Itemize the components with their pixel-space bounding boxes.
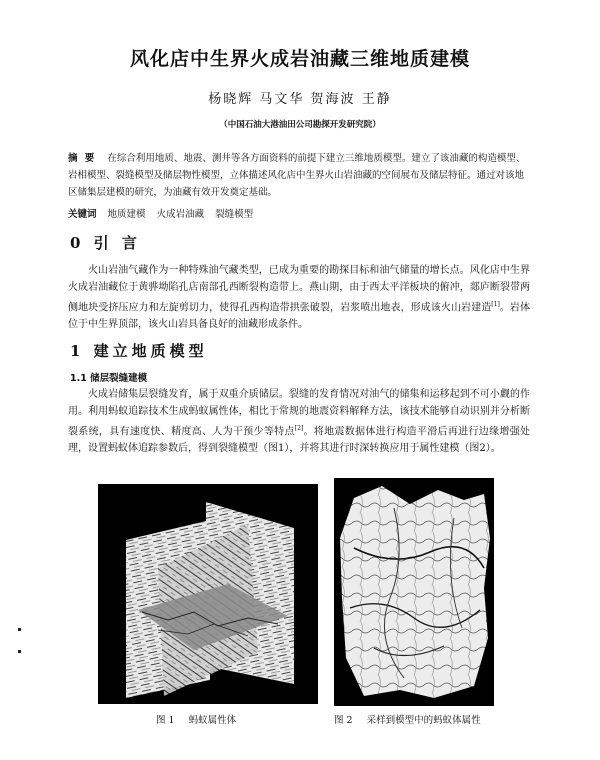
section-heading-model: 1 建立地质模型 [70,342,208,360]
scan-mark [18,650,21,653]
sampled-ant-attribute-graphic [334,478,494,706]
abstract-label: 摘 要 [68,153,97,164]
citation: [2] [294,425,304,432]
keyword: 裂缝模型 [215,209,254,220]
intro-text: 火山岩油气藏作为一种特殊油气藏类型，已成为重要的勘探目标和油气储量的增长点。风化店中生界火成岩油藏位于黄骅坳陷孔店南部孔西断裂构造带上。燕山期，由于西太平洋板块的俯冲，郯庐断裂带两侧地块受挤压应力和左旋剪切力，使得孔西构造带拱张破裂，岩浆喷出地表，形成该火山岩建造 [68,265,530,314]
model-text-cont: 。将地震数据体进行构造平滑后再进行边缘增强处理，设置蚂蚁体追踪参数后，得到裂缝模型（图1），并将其进行时深转换应用于属性建模（图2）。 [68,426,530,455]
figure-1-image [98,484,318,704]
paper-title: 风化店中生界火成岩油藏三维地质建模 [129,48,470,70]
figure-1-number: 图 1 [156,715,175,726]
paper-affiliation: （中国石油大港油田公司勘探开发研究院） [219,120,381,130]
ant-attribute-volume-graphic [98,484,318,704]
figure-2-title: 采样到模型中的蚂蚁体属性 [366,715,481,726]
keywords-label: 关键词 [68,209,97,220]
figure-2-image [334,478,494,706]
figure-2-number: 图 2 [334,715,353,726]
keyword: 地质建模 [107,209,146,220]
paper-authors: 杨晓辉 马文华 贺海波 王静 [208,92,392,107]
figure-2-caption [334,712,481,726]
intro-paragraph [68,262,530,333]
intro-text-cont: 。岩体位于中生界顶部，该火山岩具备良好的油藏形成条件。 [68,302,531,331]
figure-1-caption [156,712,236,726]
keyword: 火成岩油藏 [156,209,205,220]
abstract [68,150,528,201]
keywords [68,206,528,220]
citation: [1] [491,301,500,308]
abstract-text: 在综合利用地质、地震、测井等各方面资料的前提下建立三维地质模型。建立了该油藏的构造模型、岩相模型、裂缝模型及储层物性模型，立体描述风化店中生界火山岩油藏的空间展布及储层特征。通过对该地区储集层建模的研究，为油藏有效开发奠定基础。 [68,153,526,198]
subsection-heading-fracture: 1.1 储层裂缝建模 [70,373,148,384]
scan-mark [18,628,21,631]
section-heading-intro: 0 引 言 [70,234,141,252]
figure-1-title: 蚂蚁属性体 [188,715,237,726]
model-text: 火成岩储集层裂缝发育，属于双重介质储层。裂缝的发育情况对油气的储集和运移起到不可小觑的作用。利用蚂蚁追踪技术生成蚂蚁属性体，相比于常规的地震资料解释方法，该技术能够自动识别并分析断裂系统，具有速度快、精度高、人为干预少等特点 [68,389,530,438]
model-paragraph [68,386,530,457]
